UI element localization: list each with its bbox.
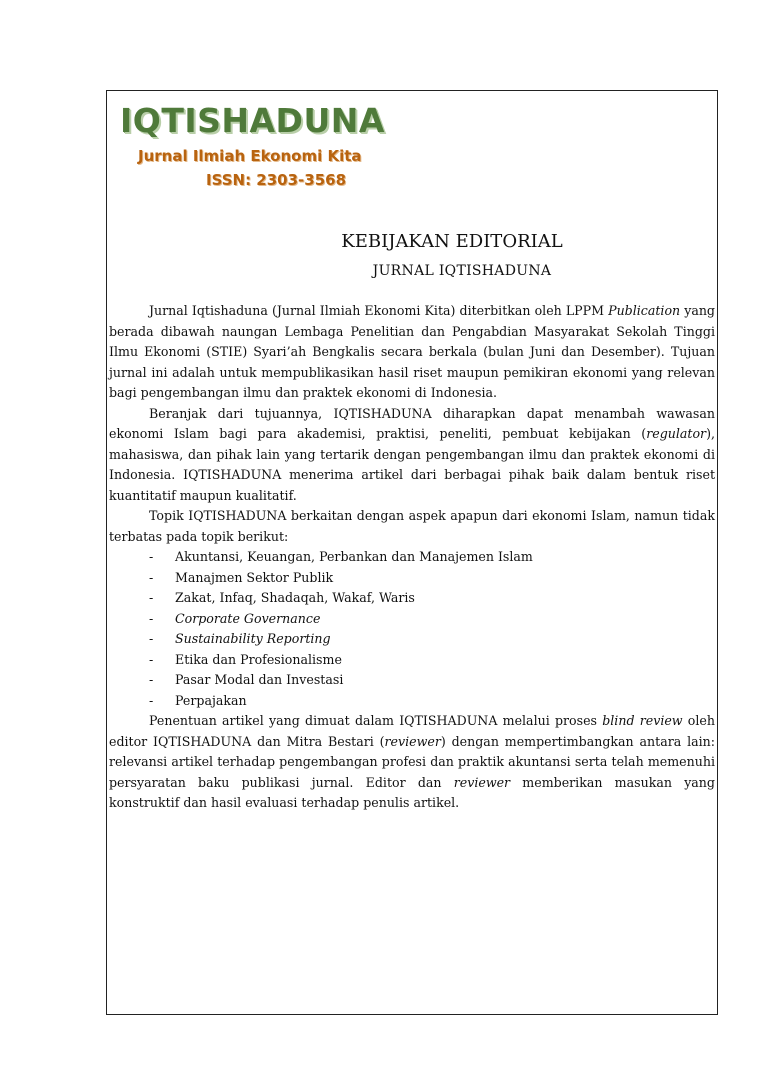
- list-item: [149, 588, 715, 609]
- text-run-italic: Publication: [608, 303, 681, 318]
- text-run: memberikan masukan yang konstruktif dan hasil evaluasi terhadap penulis artikel.: [109, 774, 715, 810]
- text-run-italic: blind review: [602, 713, 683, 728]
- page-title: KEBIJAKAN EDITORIAL: [341, 231, 563, 252]
- text-run: Penentuan artikel yang dimuat dalam IQTISHADUNA melalui proses: [149, 713, 603, 728]
- logo-title: IQTISHADUNA: [120, 101, 385, 140]
- text-run: oleh editor IQTISHADUNA dan Mitra Bestari (: [109, 713, 715, 749]
- list-item-text: Etika dan Profesionalisme: [175, 651, 342, 667]
- page-subtitle: JURNAL IQTISHADUNA: [372, 263, 552, 279]
- list-item: [149, 670, 715, 691]
- editorial-body: [107, 301, 719, 814]
- page-frame: [106, 90, 718, 1015]
- list-item: [149, 629, 715, 650]
- logo-subtitle: Jurnal Ilmiah Ekonomi Kita: [138, 147, 362, 165]
- paragraph-topics-intro: Topik IQTISHADUNA berkaitan dengan aspek apapun dari ekonomi Islam, namun tidak terbatas pada topik berikut:: [109, 508, 715, 544]
- list-item: [149, 547, 715, 568]
- list-item-text: Sustainability Reporting: [175, 631, 331, 646]
- list-item: [149, 650, 715, 671]
- paragraph-intro: [109, 301, 715, 404]
- list-item-text: Akuntansi, Keuangan, Perbankan dan Manajemen Islam: [175, 549, 533, 564]
- list-item: [149, 568, 715, 589]
- paragraph-review: [109, 711, 715, 814]
- list-dash: -: [149, 631, 154, 646]
- list-dash: -: [149, 590, 154, 605]
- logo-issn: ISSN: 2303-3568: [206, 171, 347, 189]
- list-item: [149, 609, 715, 630]
- list-item-text: Perpajakan: [175, 692, 247, 708]
- topic-list: [109, 547, 715, 711]
- list-item-text: Pasar Modal dan Investasi: [175, 672, 344, 687]
- text-run: Jurnal Iqtishaduna (Jurnal Ilmiah Ekonomi Kita) diterbitkan oleh LPPM: [149, 303, 609, 318]
- list-item-text: Manajmen Sektor Publik: [175, 569, 334, 585]
- text-run: Beranjak dari tujuannya, IQTISHADUNA diharapkan dapat menambah wawasan ekonomi Islam bagi para akademisi, praktisi, peneliti, pembuat kebijakan (: [109, 405, 715, 441]
- text-run-italic: regulator: [646, 426, 707, 441]
- list-dash: -: [149, 569, 154, 585]
- list-item: [149, 691, 715, 712]
- list-dash: -: [149, 651, 154, 667]
- paragraph-aims: [109, 404, 715, 507]
- list-item-text: Corporate Governance: [175, 610, 321, 626]
- text-run: ) dengan mempertimbangkan antara lain: relevansi artikel terhadap pengembangan profesi dan praktik akuntansi serta telah memenuhi persyaratan baku publikasi jurnal. Editor dan: [109, 733, 715, 790]
- text-run: yang berada dibawah naungan Lembaga Penelitian dan Pengabdian Masyarakat Sekolah Tinggi Ilmu Ekonomi (STIE) Syari’ah Bengkalis secara berkala (bulan Juni dan Desember). Tujuan jurnal ini adalah untuk mempublikasikan hasil riset maupun pemikiran ekonomi yang relevan bagi pengembangan ilmu dan praktek ekonomi di Indonesia.: [109, 303, 715, 400]
- text-run: ), mahasiswa, dan pihak lain yang tertarik dengan pengembangan ilmu dan praktek ekonomi di Indonesia. IQTISHADUNA menerima artikel dari berbagai pihak baik dalam bentuk riset kuantitatif maupun kualitatif.: [109, 426, 715, 503]
- list-dash: -: [149, 549, 154, 564]
- list-dash: -: [149, 672, 154, 687]
- journal-logo: [120, 101, 420, 193]
- list-dash: -: [149, 692, 154, 708]
- list-item-text: Zakat, Infaq, Shadaqah, Wakaf, Waris: [175, 590, 415, 605]
- text-run-italic: reviewer: [384, 733, 441, 749]
- text-run-italic: reviewer: [453, 774, 511, 790]
- list-dash: -: [149, 610, 154, 626]
